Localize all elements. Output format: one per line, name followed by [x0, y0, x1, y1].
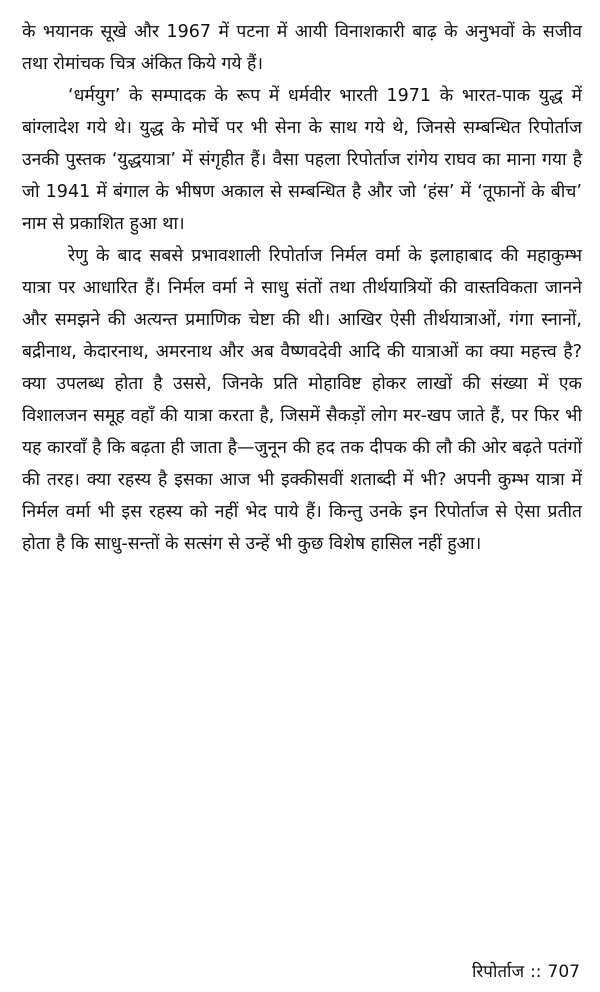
paragraph-continuation: के भयानक सूखे और 1967 में पटना में आयी विनाशकारी बाढ़ के अनुभवों के सजीव तथा रोमांचक चित्र अंकित किये गये हैं।: [22, 22, 582, 74]
footer-separator: ::: [530, 962, 542, 982]
page-number: 707: [547, 962, 580, 982]
footer-section-title: रिपोर्ताज: [471, 962, 525, 982]
page-footer: [472, 962, 580, 982]
page-body: [22, 16, 582, 560]
paragraph-dharmayug: ‘धर्मयुग’ के सम्पादक के रूप में धर्मवीर भारती 1971 के भारत-पाक युद्ध में बांग्लादेश गये थे। युद्ध के मोर्चे पर भी सेना के साथ गये थे, जिनसे सम्बन्धित रिपोर्ताज उनकी पुस्तक ‘युद्धयात्रा’ में संगृहीत हैं। वैसा पहला रिपोर्ताज रांगेय राघव का माना गया है जो 1941 में बंगाल के भीषण अकाल से सम्बन्धित है और जो ‘हंस’ में ‘तूफानों के बीच’ नाम से प्रकाशित हुआ था।: [22, 86, 582, 234]
paragraph-renu: रेणु के बाद सबसे प्रभावशाली रिपोर्ताज निर्मल वर्मा के इलाहाबाद की महाकुम्भ यात्रा पर आधारित हैं। निर्मल वर्मा ने साधु संतों तथा तीर्थयात्रियों की वास्तविकता जानने और समझने की अत्यन्त प्रमाणिक चेष्टा की थी। आखिर ऐसी तीर्थयात्राओं, गंगा स्नानों, बद्रीनाथ, केदारनाथ, अमरनाथ और अब वैष्णवदेवी आदि की यात्राओं का क्या महत्त्व है? क्या उपलब्ध होता है उससे, जिनके प्रति मोहाविष्ट होकर लाखों की संख्या में एक विशालजन समूह वहाँ की यात्रा करता है, जिसमें सैकड़ों लोग मर-खप जाते हैं, पर फिर भी यह कारवाँ है कि बढ़ता ही जाता है—जुनून की हद तक दीपक की लौ की ओर बढ़ते पतंगों की तरह। क्या रहस्य है इसका आज भी इक्कीसवीं शताब्दी में भी? अपनी कुम्भ यात्रा में निर्मल वर्मा भी इस रहस्य को नहीं भेद पाये हैं। किन्तु उनके इन रिपोर्ताज से ऐसा प्रतीत होता है कि साधु-सन्तों के सत्संग से उन्हें भी कुछ विशेष हासिल नहीं हुआ।: [22, 246, 582, 554]
